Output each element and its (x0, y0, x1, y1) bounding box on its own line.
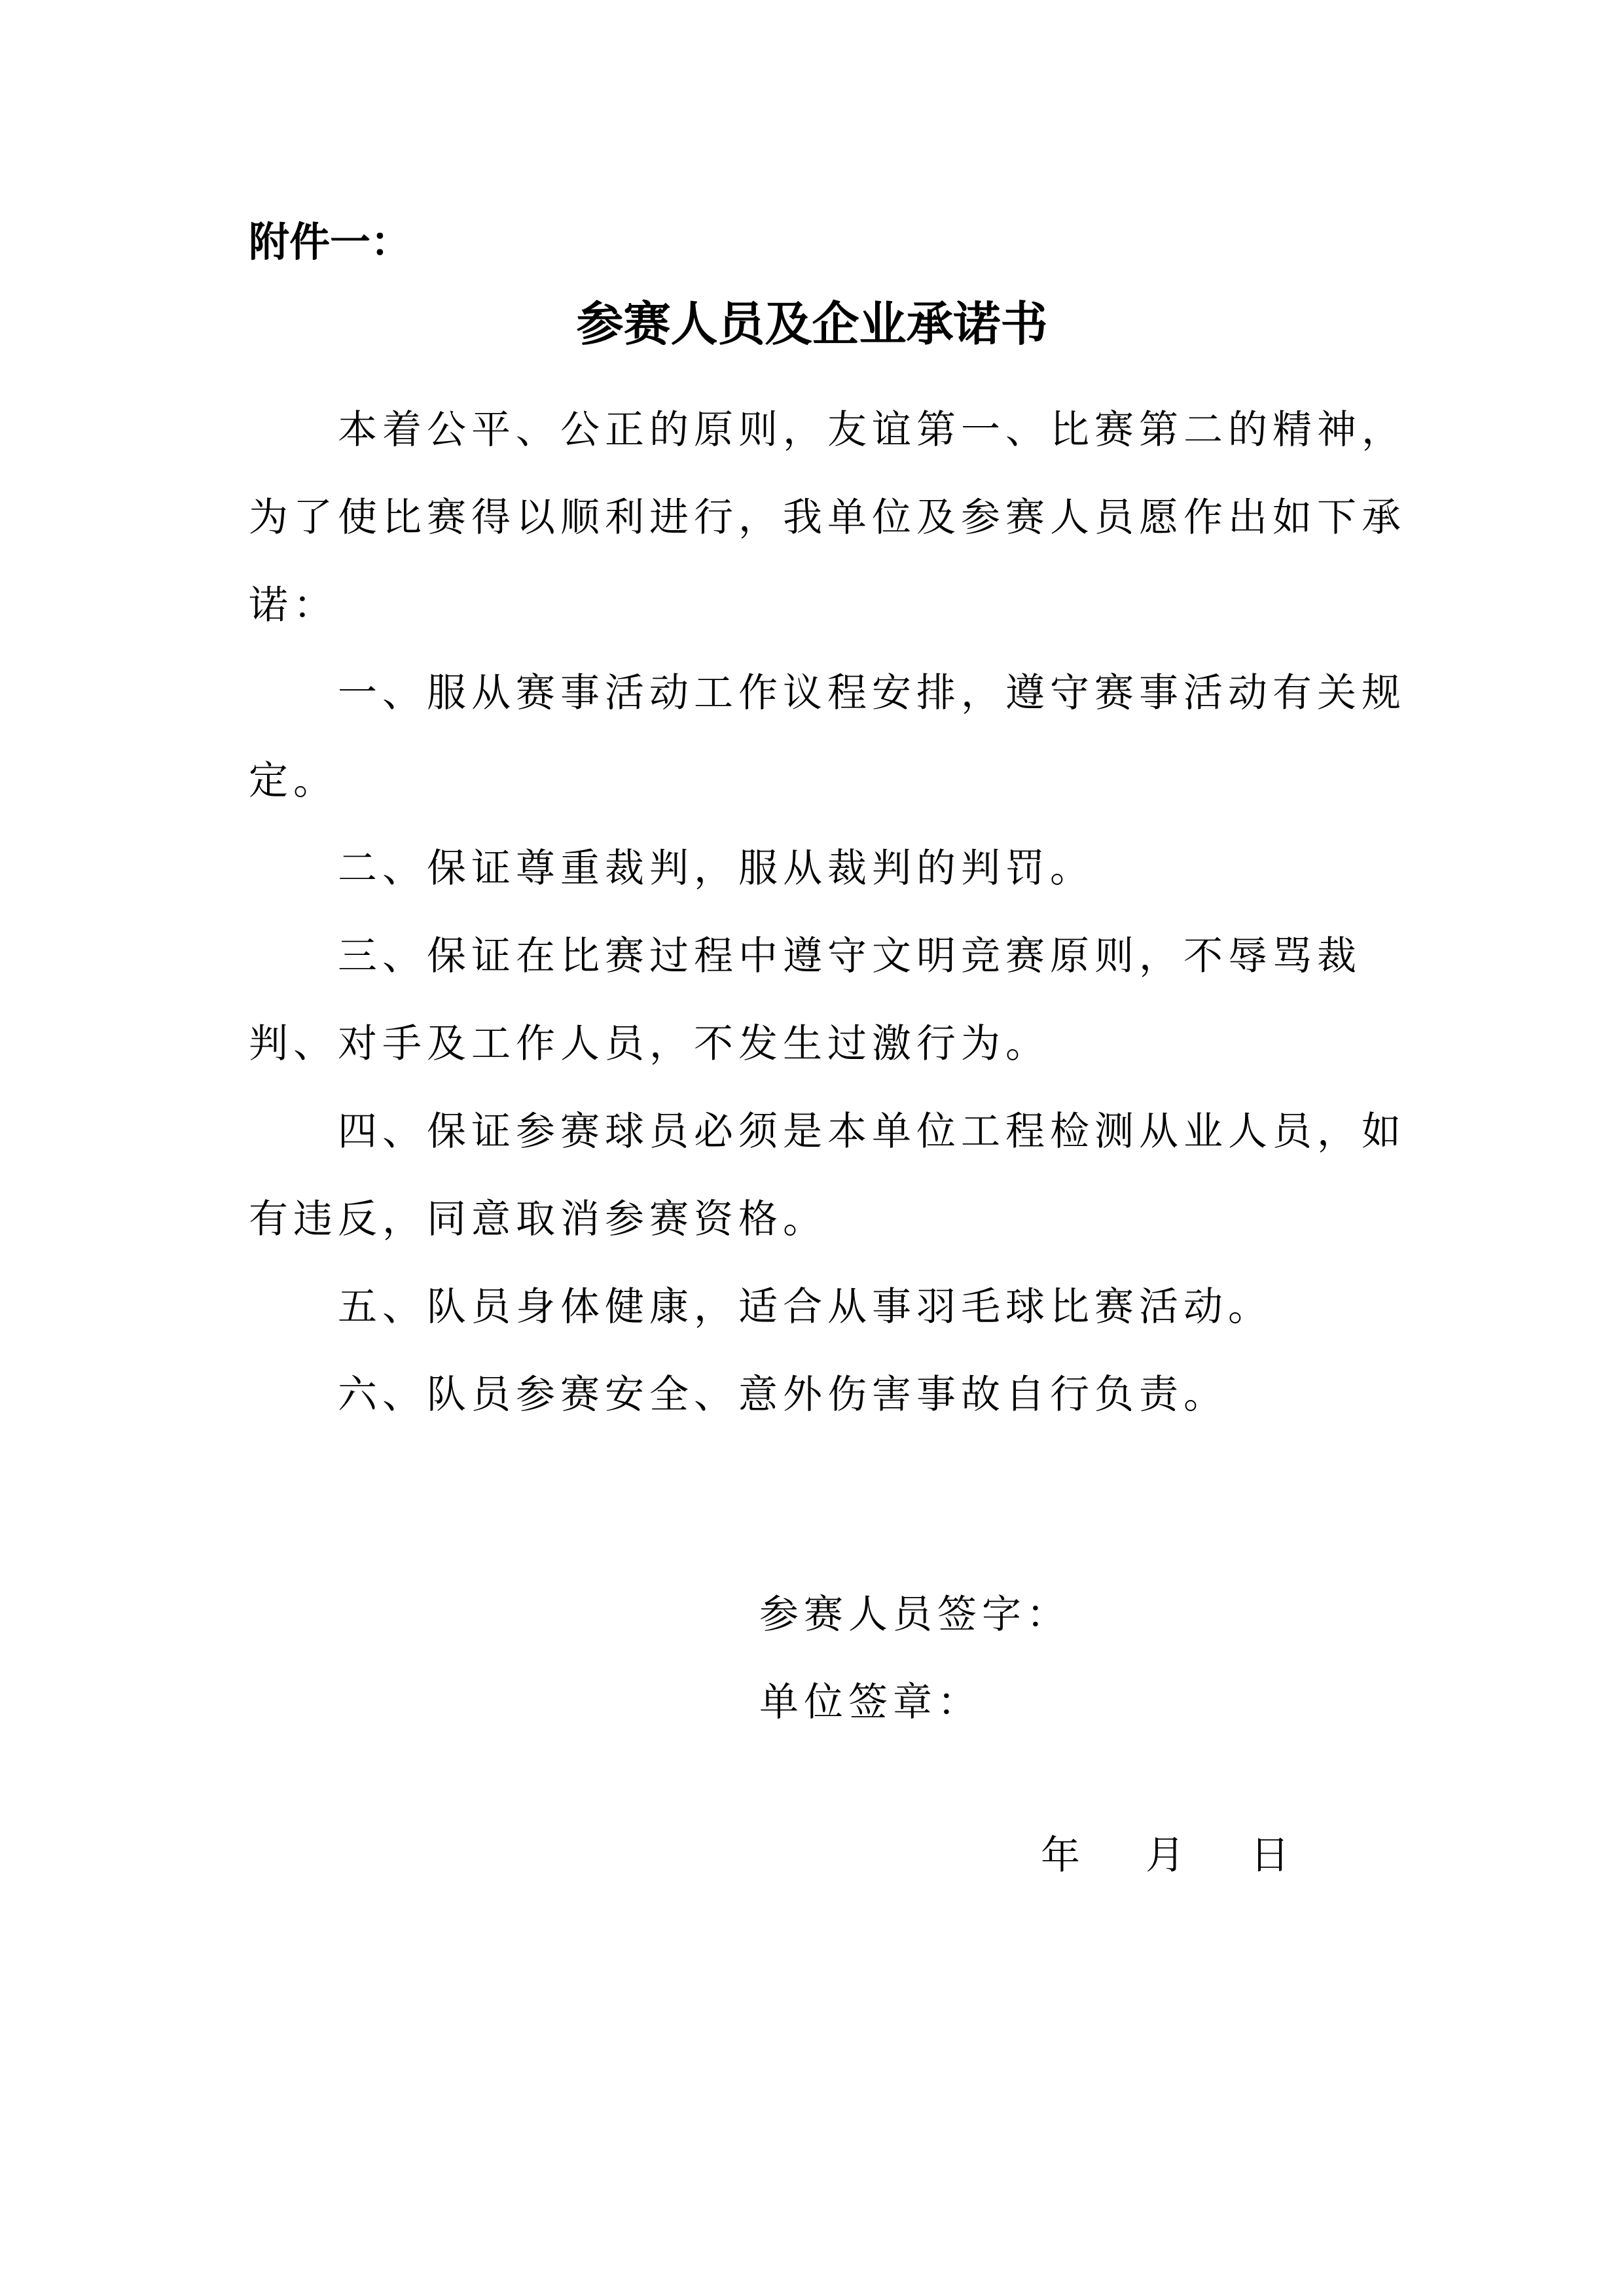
unit-seal-label: 单位签章： (759, 1679, 982, 1725)
signature-block (759, 1571, 1071, 1746)
attachment-label: 附件一： (249, 218, 412, 266)
document-title: 参赛人员及企业承诺书 (576, 296, 1048, 351)
date-day-label: 日 (1250, 1833, 1290, 1878)
commitment-item-6: 六、队员参赛安全、意外伤害事故自行负责。 (338, 1372, 1228, 1418)
commitment-item-2: 二、保证尊重裁判，服从裁判的判罚。 (338, 846, 1094, 891)
commitment-item-4: 四、保证参赛球员必须是本单位工程检测从业人员，如有违反，同意取消参赛资格。 (249, 1109, 1406, 1242)
date-month-label: 月 (1146, 1833, 1185, 1878)
intro-paragraph: 本着公平、公正的原则，友谊第一、比赛第二的精神，为了使比赛得以顺利进行，我单位及参赛人员愿作出如下承诺： (249, 407, 1406, 628)
commitment-item-1: 一、服从赛事活动工作议程安排，遵守赛事活动有关规定。 (249, 670, 1406, 804)
commitment-item-3: 三、保证在比赛过程中遵守文明竞赛原则，不辱骂裁判、对手及工作人员，不发生过激行为。 (249, 933, 1362, 1067)
date-line (1041, 1826, 1290, 1885)
document-body (249, 386, 1414, 1439)
date-year-label: 年 (1041, 1833, 1080, 1878)
participant-signature-label: 参赛人员签字： (759, 1592, 1071, 1638)
commitment-item-5: 五、队员身体健康，适合从事羽毛球比赛活动。 (338, 1284, 1272, 1330)
